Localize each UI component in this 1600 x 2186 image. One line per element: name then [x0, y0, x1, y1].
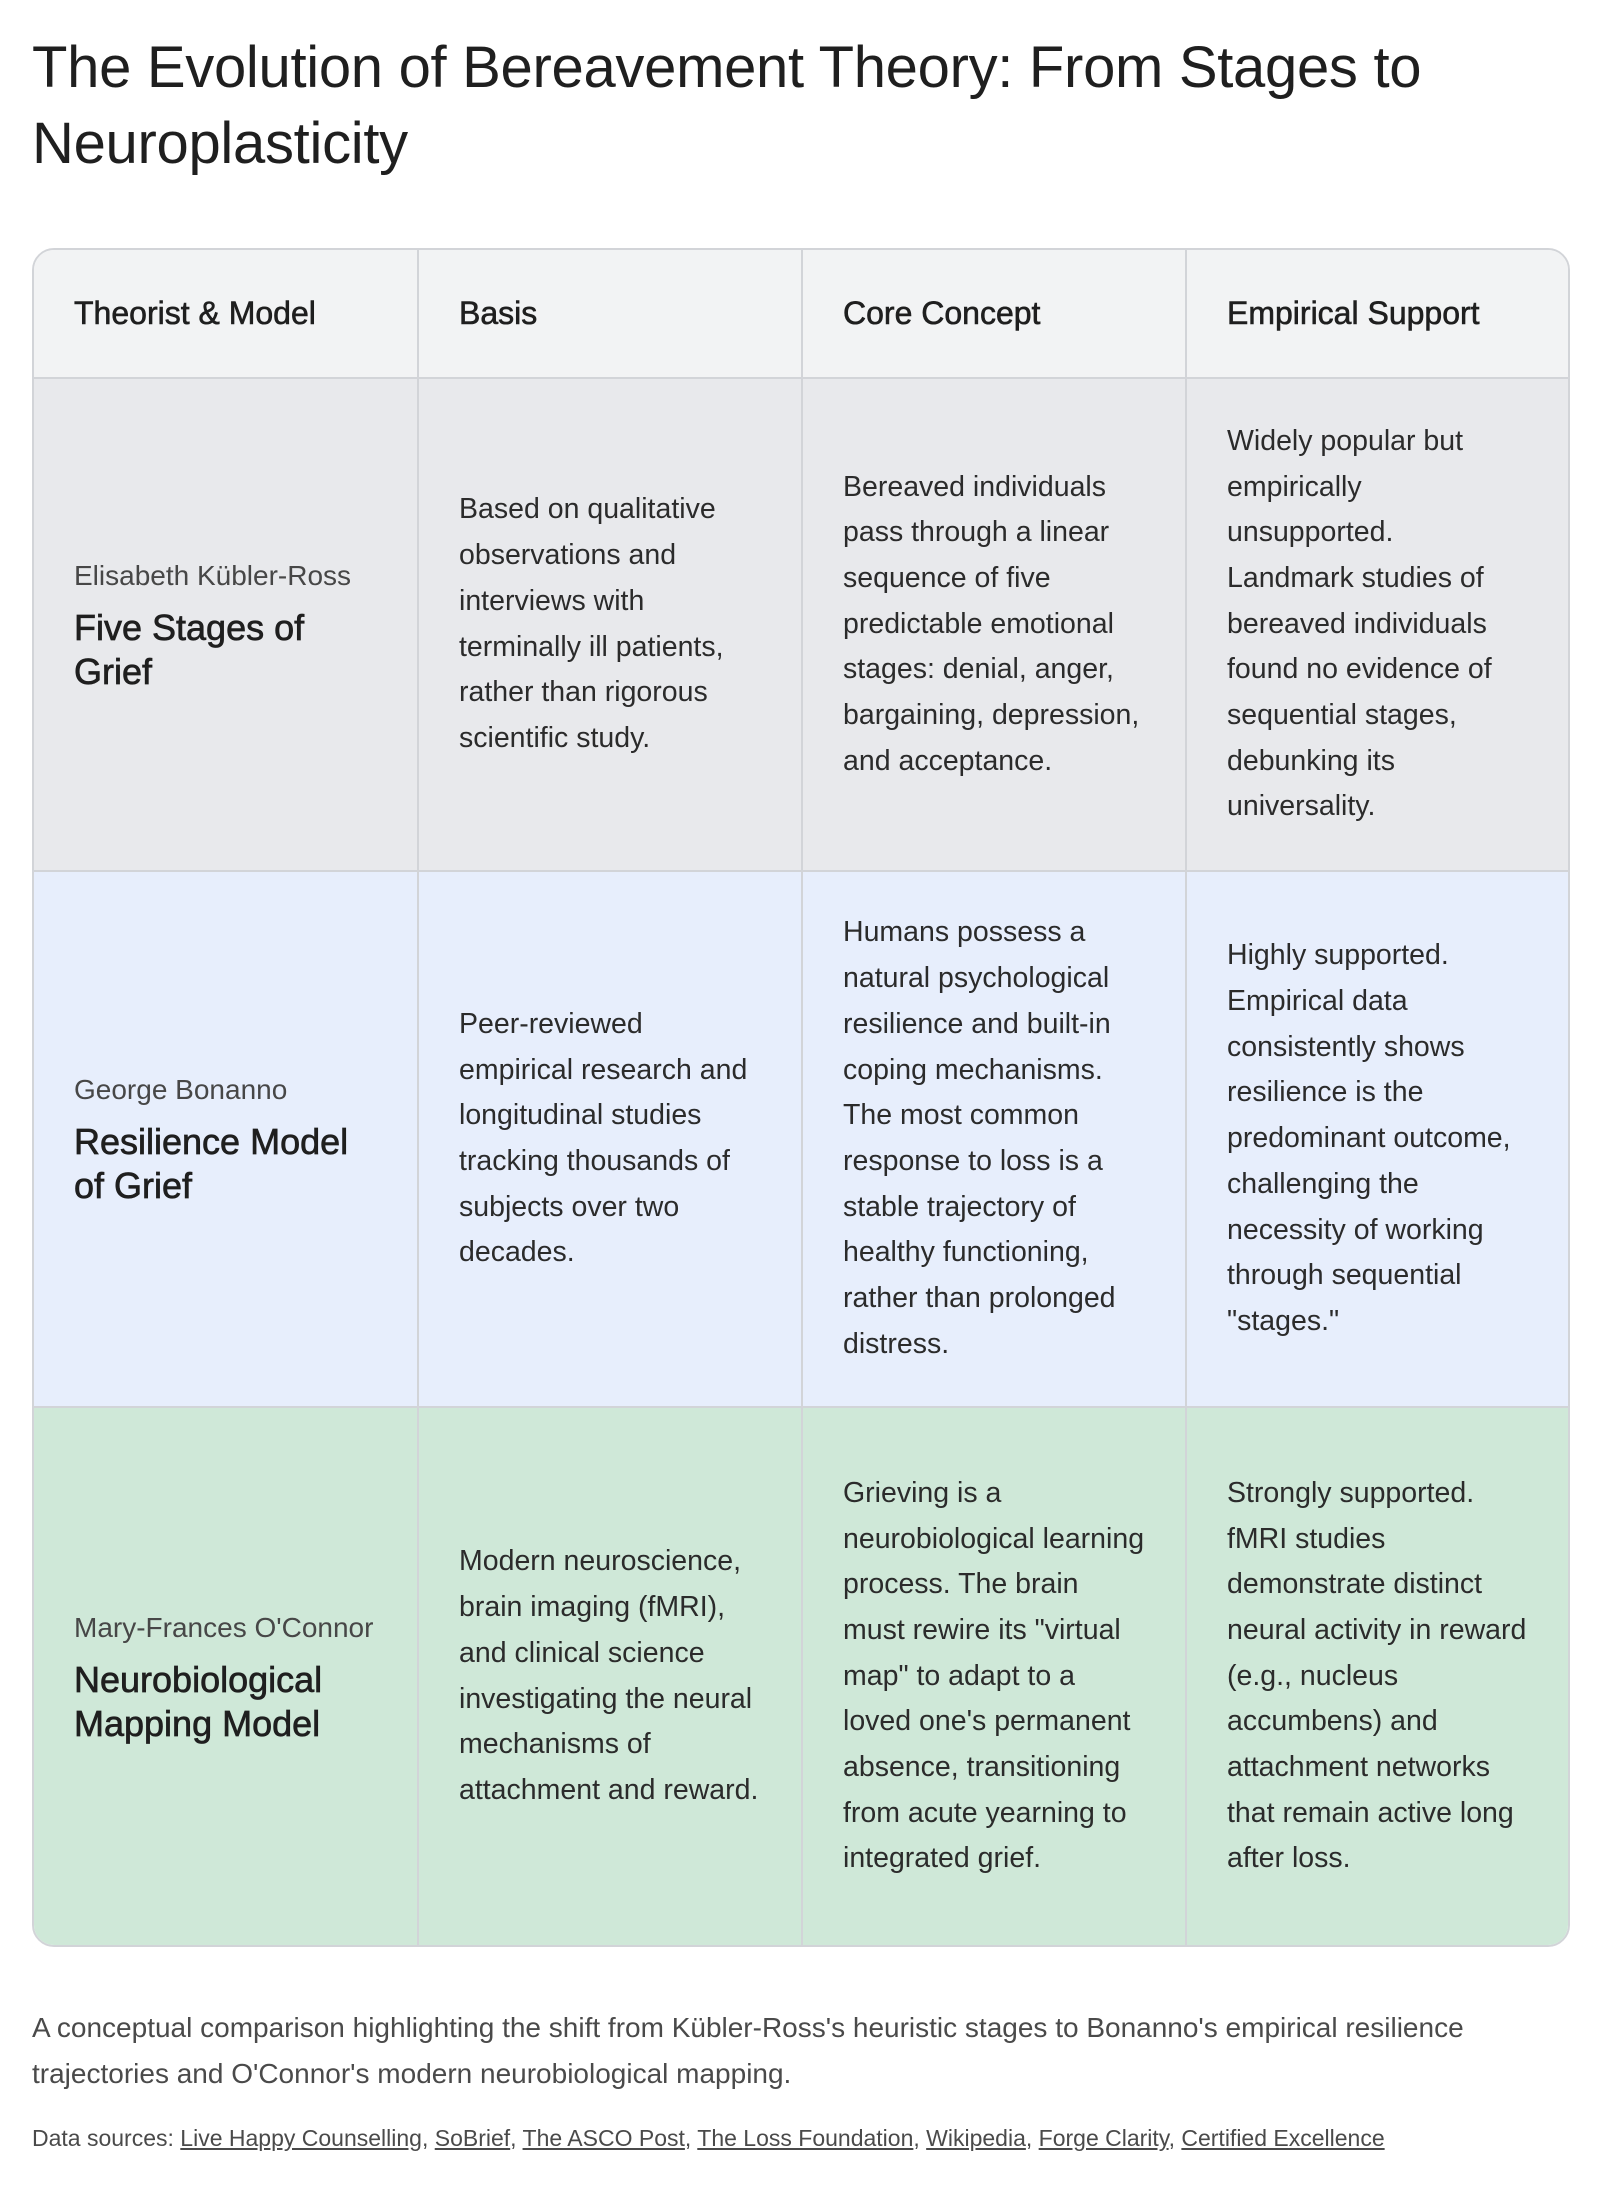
- table-header-row: [34, 250, 1568, 378]
- header-core-concept: Core Concept: [802, 250, 1186, 378]
- theorist-model-cell: [34, 871, 418, 1407]
- model-name: Resilience Model of Grief: [74, 1121, 349, 1206]
- source-link-forge-clarity[interactable]: Forge Clarity: [1038, 2125, 1169, 2151]
- core-concept-cell: Bereaved individuals pass through a linear sequence of five predictable emotional stages: denial, anger, bargaining, depression, and acceptance.: [802, 378, 1186, 871]
- header-empirical-support: Empirical Support: [1186, 250, 1568, 378]
- empirical-support-cell: Highly supported. Empirical data consistently shows resilience is the predominant outcome, challenging the necessity of working through sequential "stages.": [1186, 871, 1568, 1407]
- comparison-table: [32, 248, 1570, 1947]
- basis-cell: Modern neuroscience, brain imaging (fMRI), and clinical science investigating the neural mechanisms of attachment and reward.: [418, 1407, 802, 1945]
- empirical-support-cell: Widely popular but empirically unsupported. Landmark studies of bereaved individuals found no evidence of sequential stages, debunking its universality.: [1186, 378, 1568, 871]
- source-link-certified-excellence[interactable]: Certified Excellence: [1181, 2125, 1385, 2151]
- theorist-model-cell: [34, 1407, 418, 1945]
- theorist-model-cell: [34, 378, 418, 871]
- table-row: [34, 871, 1568, 1407]
- basis-cell: Based on qualitative observations and interviews with terminally ill patients, rather than rigorous scientific study.: [418, 378, 802, 871]
- table-caption: A conceptual comparison highlighting the shift from Kübler-Ross's heuristic stages to Bonanno's empirical resilience trajectories and O'Connor's modern neurobiological mapping.: [32, 2012, 1464, 2089]
- theorist-name: George Bonanno: [74, 1074, 288, 1105]
- core-concept-cell: Grieving is a neurobiological learning process. The brain must rewire its "virtual map" to adapt to a loved one's permanent absence, transitioning from acute yearning to integrated grief.: [802, 1407, 1186, 1945]
- table-row: [34, 378, 1568, 871]
- data-sources: Data sources: Live Happy Counselling, SoBrief, The ASCO Post, The Loss Foundation, Wikipedia, Forge Clarity, Certified Excellence: [32, 2125, 1385, 2151]
- source-link-asco-post[interactable]: The ASCO Post: [522, 2125, 685, 2151]
- page-title: The Evolution of Bereavement Theory: From Stages to Neuroplasticity: [32, 35, 1422, 176]
- basis-cell: Peer-reviewed empirical research and longitudinal studies tracking thousands of subjects over two decades.: [418, 871, 802, 1407]
- header-basis: Basis: [418, 250, 802, 378]
- header-theorist-model: Theorist & Model: [34, 250, 418, 378]
- model-name: Neurobiological Mapping Model: [74, 1658, 323, 1744]
- sources-label: Data sources:: [32, 2125, 181, 2151]
- theorist-name: Elisabeth Kübler-Ross: [74, 559, 352, 591]
- source-link-live-happy-counselling[interactable]: Live Happy Counselling: [180, 2125, 422, 2151]
- model-name: Five Stages of Grief: [74, 606, 305, 692]
- table-row: [34, 1407, 1568, 1945]
- empirical-support-cell: Strongly supported. fMRI studies demonstrate distinct neural activity in reward (e.g., nucleus accumbens) and attachment networks that remain active long after loss.: [1186, 1407, 1568, 1945]
- theorist-name: Mary-Frances O'Connor: [74, 1611, 374, 1643]
- source-link-sobrief[interactable]: SoBrief: [434, 2125, 511, 2151]
- page: [32, 0, 1570, 2152]
- source-link-wikipedia[interactable]: Wikipedia: [926, 2125, 1026, 2151]
- source-link-loss-foundation[interactable]: The Loss Foundation: [697, 2125, 914, 2151]
- core-concept-cell: Humans possess a natural psychological resilience and built-in coping mechanisms. The most common response to loss is a stable trajectory of healthy functioning, rather than prolonged distress.: [802, 871, 1186, 1407]
